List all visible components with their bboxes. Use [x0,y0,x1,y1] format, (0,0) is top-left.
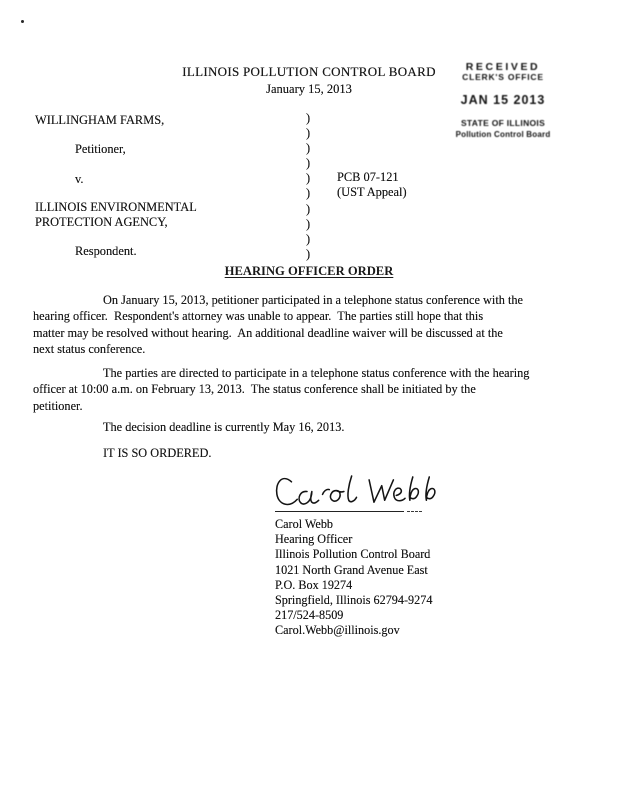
signature-line-tail-artifact [407,511,422,512]
versus-label: v. [75,172,84,186]
caption-paren: ) [306,156,311,171]
paragraph-1-line: On January 15, 2013, petitioner participated in a telephone status conference with the [103,293,524,307]
respondent-name-line2: PROTECTION AGENCY, [35,215,168,229]
paragraph-2 [33,365,593,414]
signature-block [275,517,432,639]
stamp-state-text: STATE OF ILLINOIS [460,118,546,128]
paragraph-1-line: hearing officer. Respondent's attorney was unable to appear. The parties still hope that this [33,309,484,324]
caption-paren: ) [306,111,311,125]
signer-organization: Illinois Pollution Control Board [275,547,431,562]
paragraph-1-line: matter may be resolved without hearing. An additional deadline waiver will be discussed at the [33,325,503,340]
paragraph-2-line: petitioner. [33,398,83,413]
signer-phone: 217/524-8509 [275,608,344,623]
paragraph-1-line: next status conference. [33,342,146,357]
stamp-received-text: RECEIVED [465,61,541,73]
stamp-board-text: Pollution Control Board [455,130,551,139]
petitioner-label: Petitioner, [75,142,126,156]
so-ordered-text: IT IS SO ORDERED. [103,446,212,460]
board-name-heading: ILLINOIS POLLUTION CONTROL BOARD [182,64,436,79]
signer-address-line1: 1021 North Grand Avenue East [275,562,428,577]
stamp-date: JAN 15 2013 [460,93,546,107]
respondent-label: Respondent. [75,244,137,258]
handwritten-signature-carol-webb [274,472,439,513]
case-number: PCB 07-121 [337,170,399,184]
order-title: HEARING OFFICER ORDER [224,264,394,278]
scan-artifact-dot [21,20,24,23]
petitioner-name: WILLINGHAM FARMS, [35,113,165,127]
signer-name: Carol Webb [275,517,334,531]
caption-paren: ) [306,171,311,186]
respondent-name-line1: ILLINOIS ENVIRONMENTAL [35,200,197,214]
signer-title: Hearing Officer [275,532,353,547]
caption-paren: ) [306,231,311,246]
case-type: (UST Appeal) [337,185,407,199]
caption-paren: ) [306,141,311,156]
caption-paren: ) [306,126,311,141]
paragraph-3 [33,419,593,435]
paragraph-1 [33,292,593,358]
caption-paren-column [306,111,310,262]
signer-address-line3: Springfield, Illinois 62794-9274 [275,592,433,607]
document-date: January 15, 2013 [266,82,352,96]
caption-paren: ) [306,246,311,261]
signer-address-line2: P.O. Box 19274 [275,577,353,592]
caption-paren: ) [306,186,311,201]
caption-paren: ) [306,201,311,216]
paragraph-3-line: The decision deadline is currently May 16, 2013. [103,420,345,434]
stamp-clerks-office-text: CLERK'S OFFICE [462,72,544,82]
signer-email: Carol.Webb@illinois.gov [275,623,400,638]
caption-paren: ) [306,216,311,231]
signature-line [275,511,404,512]
received-stamp [444,61,562,146]
paragraph-2-line: officer at 10:00 a.m. on February 13, 2013. The status conference shall be initiated by the [33,382,476,397]
paragraph-2-line: The parties are directed to participate in a telephone status conference with the hearing [103,366,530,380]
so-ordered-statement [33,445,593,461]
